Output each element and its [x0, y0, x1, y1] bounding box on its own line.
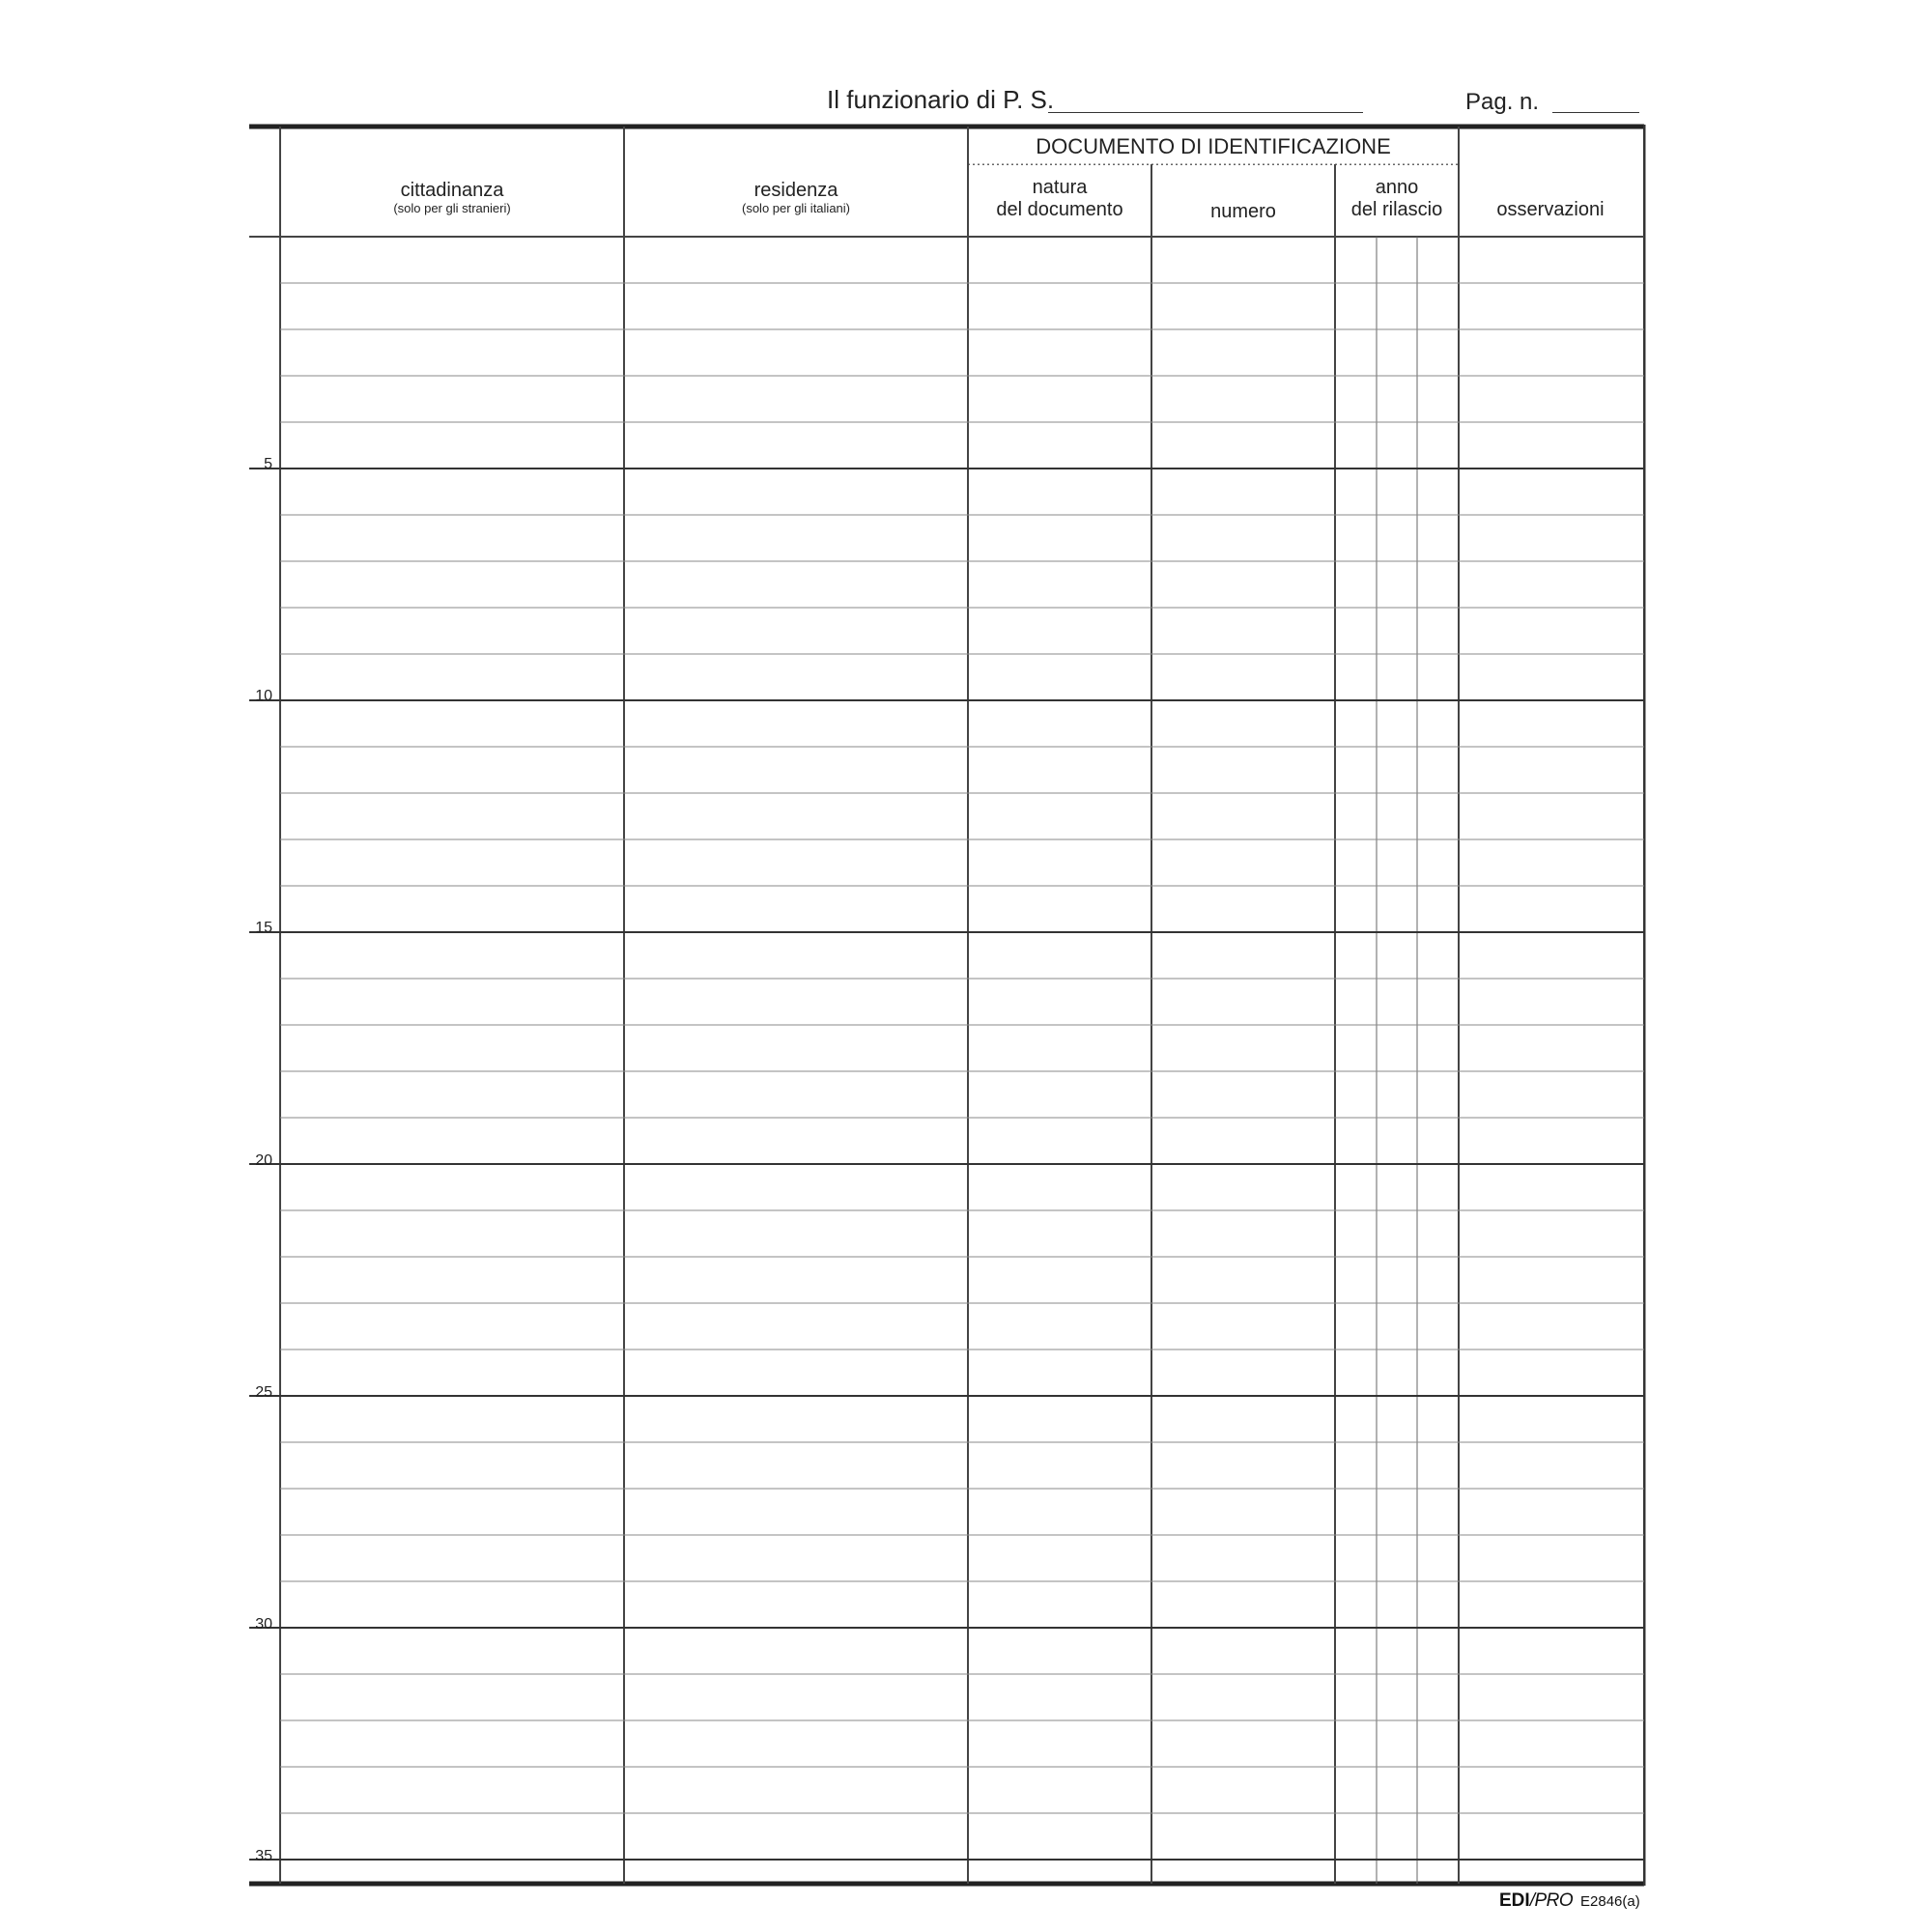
header-cittadinanza [280, 180, 624, 216]
row-number-30: 30 [255, 1616, 272, 1633]
header-natura-line1: natura [1032, 177, 1088, 198]
header-residenza-label: residenza [753, 180, 838, 201]
header-natura [968, 177, 1151, 221]
row-number-35: 35 [255, 1848, 272, 1864]
header-numero: numero [1210, 201, 1276, 222]
page-number-label: Pag. n. [1465, 89, 1540, 115]
edipro-logo [1499, 1890, 1573, 1912]
header-residenza-note: (solo per gli italiani) [742, 201, 850, 215]
row-number-10: 10 [255, 688, 272, 704]
row-number-5: 5 [264, 456, 272, 472]
edipro-logo-italic: /PRO [1529, 1890, 1574, 1911]
official-label: Il funzionario di P. S. [827, 85, 1055, 114]
row-number-20: 20 [255, 1152, 272, 1169]
header-cittadinanza-label: cittadinanza [400, 180, 504, 201]
header-natura-line2: del documento [996, 199, 1123, 220]
header-cittadinanza-note: (solo per gli stranieri) [393, 201, 511, 215]
header-anno [1335, 177, 1459, 221]
header-osservazioni: osservazioni [1496, 199, 1605, 220]
row-number-15: 15 [255, 920, 272, 936]
form-code: E2846(a) [1580, 1893, 1640, 1910]
header-anno-line1: anno [1375, 177, 1419, 198]
row-number-25: 25 [255, 1384, 272, 1401]
header-residenza [624, 180, 968, 216]
header-anno-line2: del rilascio [1350, 199, 1443, 220]
edipro-logo-bold: EDI [1499, 1890, 1530, 1911]
group-header-documento: DOCUMENTO DI IDENTIFICAZIONE [1036, 134, 1391, 158]
